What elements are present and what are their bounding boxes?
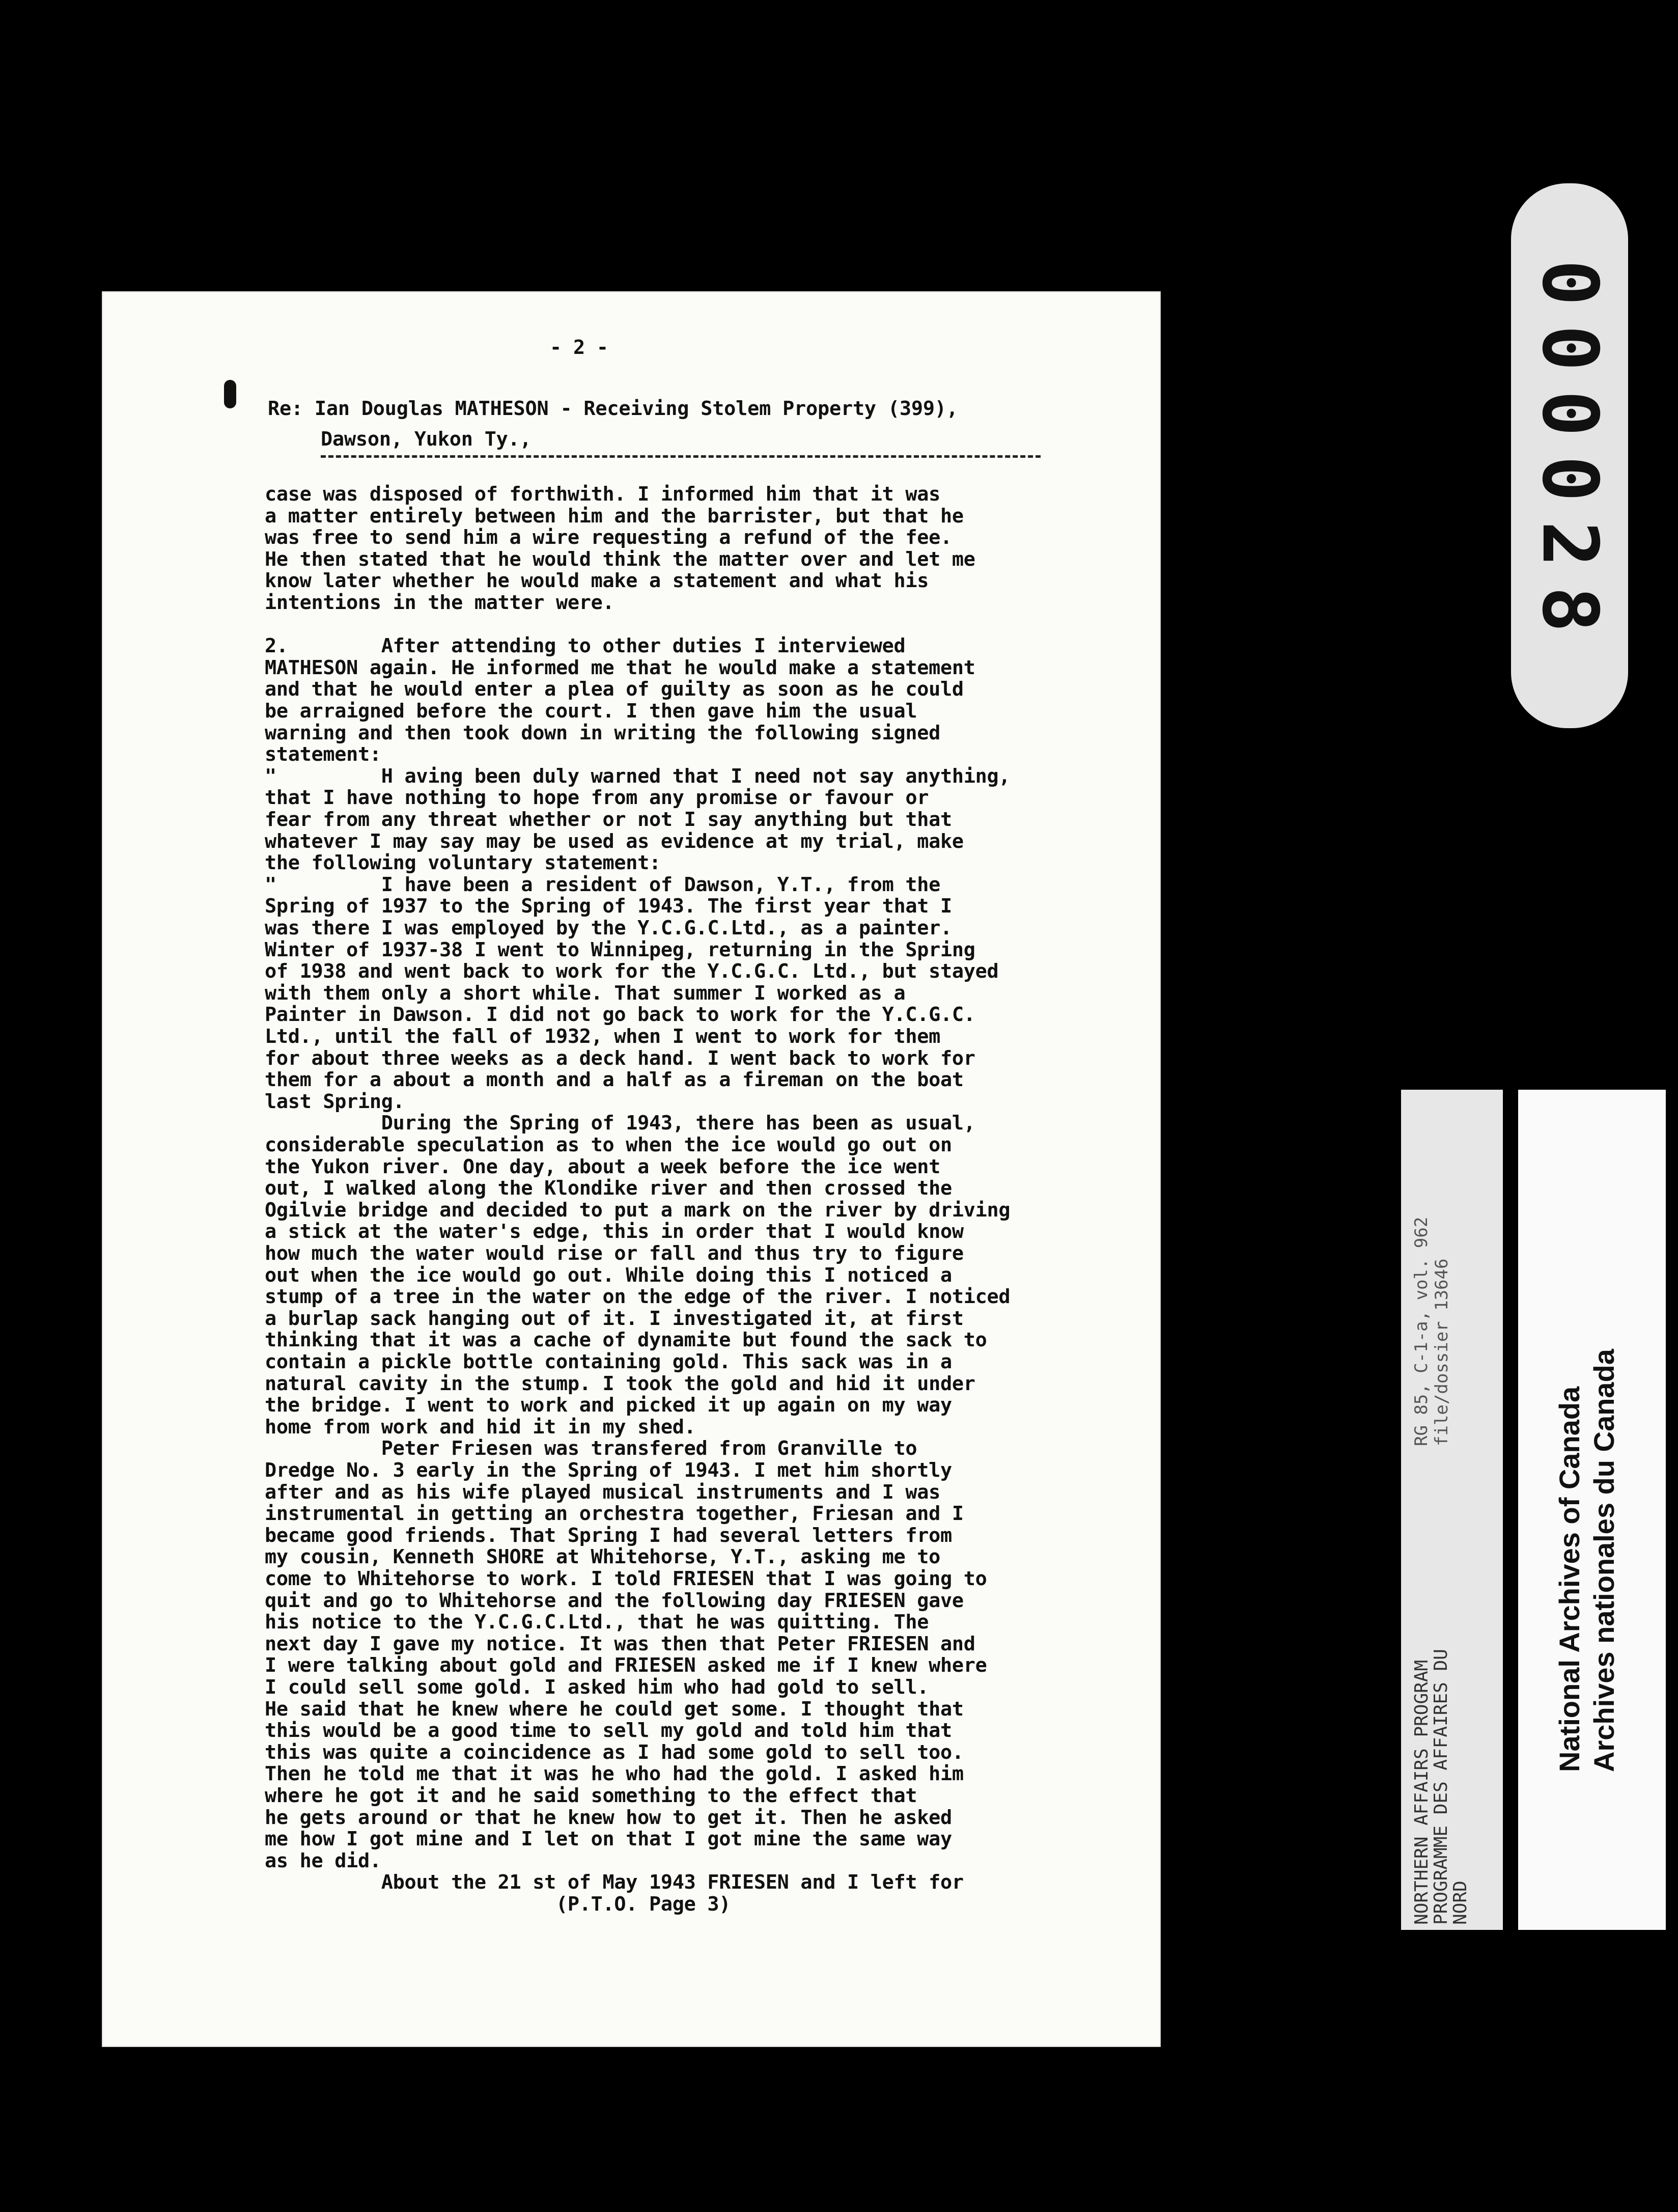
- statement-line: was free to send him a wire requesting a refund of the fee.: [265, 526, 952, 549]
- statement-line: the bridge. I went to work and picked it up again on my way: [265, 1394, 952, 1417]
- statement-line: a burlap sack hanging out of it. I investigated it, at first: [265, 1307, 964, 1330]
- statement-line: my cousin, Kenneth SHORE at Whitehorse, Y.T., asking me to: [265, 1545, 940, 1569]
- statement-line: 2. After attending to other duties I interviewed: [265, 634, 906, 658]
- statement-line: a matter entirely between him and the barrister, but that he: [265, 504, 964, 528]
- statement-line: I could sell some gold. I asked him who had gold to sell.: [265, 1676, 929, 1699]
- statement-line: quit and go to Whitehorse and the following day FRIESEN gave: [265, 1589, 964, 1612]
- statement-line: Ltd., until the fall of 1932, when I went to work for them: [265, 1025, 940, 1048]
- statement-line: Peter Friesen was transfered from Granville to: [265, 1437, 917, 1460]
- file-reference: file/dossier 13646: [1432, 1258, 1452, 1446]
- archive-label-program-strip: [1401, 1090, 1503, 1930]
- archive-name-en: National Archives of Canada: [1553, 1386, 1585, 1772]
- statement-line: know later whether he would make a statement and what his: [265, 569, 929, 593]
- statement-line: Spring of 1937 to the Spring of 1943. The first year that I: [265, 895, 952, 918]
- archive-label-name-strip: [1518, 1090, 1666, 1930]
- statement-line: warning and then took down in writing the following signed: [265, 721, 940, 744]
- archive-name-fr: Archives nationales du Canada: [1588, 1349, 1620, 1772]
- statement-line: for about three weeks as a deck hand. I went back to work for: [265, 1046, 975, 1070]
- statement-line: Winter of 1937-38 I went to Winnipeg, returning in the Spring: [265, 938, 975, 961]
- program-name-en: NORTHERN AFFAIRS PROGRAM: [1411, 1660, 1432, 1925]
- statement-line: (P.T.O. Page 3): [265, 1893, 731, 1916]
- statement-line: come to Whitehorse to work. I told FRIESEN that I was going to: [265, 1567, 987, 1590]
- statement-line: this would be a good time to sell my gold and told him that: [265, 1719, 952, 1743]
- subject-location: Dawson, Yukon Ty.,: [321, 428, 532, 451]
- statement-line: thinking that it was a cache of dynamite but found the sack to: [265, 1329, 987, 1352]
- statement-line: During the Spring of 1943, there has been as usual,: [265, 1112, 975, 1135]
- statement-line: contain a pickle bottle containing gold. This sack was in a: [265, 1350, 952, 1373]
- statement-line: he gets around or that he knew how to get it. Then he asked: [265, 1806, 952, 1829]
- statement-line: the following voluntary statement:: [265, 851, 661, 875]
- statement-line: this was quite a coincidence as I had some gold to sell too.: [265, 1740, 964, 1764]
- statement-line: where he got it and he said something to the effect that: [265, 1784, 917, 1807]
- statement-line: fear from any threat whether or not I say anything but that: [265, 808, 952, 831]
- statement-line: case was disposed of forthwith. I informed him that it was: [265, 483, 940, 506]
- statement-body: [102, 291, 1161, 2047]
- statement-line: be arraigned before the court. I then gave him the usual: [265, 700, 917, 723]
- statement-line: out, I walked along the Klondike river and then crossed the: [265, 1177, 952, 1200]
- statement-line: Painter in Dawson. I did not go back to work for the Y.C.G.C.: [265, 1003, 975, 1027]
- statement-line: Dredge No. 3 early in the Spring of 1943. I met him shortly: [265, 1459, 952, 1482]
- statement-line: as he did.: [265, 1849, 381, 1872]
- statement-line: Then he told me that it was he who had the gold. I asked him: [265, 1762, 964, 1786]
- statement-line: how much the water would rise or fall and thus try to figure: [265, 1242, 964, 1265]
- subject-line: Re: Ian Douglas MATHESON - Receiving Stolem Property (399),: [268, 397, 958, 420]
- statement-line: natural cavity in the stump. I took the gold and hid it under: [265, 1372, 975, 1395]
- statement-line: them for a about a month and a half as a fireman on the boat: [265, 1068, 964, 1092]
- archive-label: [1401, 1090, 1671, 1930]
- statement-line: statement:: [265, 743, 381, 766]
- statement-line: of 1938 and went back to work for the Y.C.G.C. Ltd., but stayed: [265, 960, 999, 983]
- statement-line: next day I gave my notice. It was then that Peter FRIESEN and: [265, 1632, 975, 1655]
- program-name-fr: PROGRAMME DES AFFAIRES DU: [1431, 1649, 1451, 1925]
- statement-line: me how I got mine and I let on that I got mine the same way: [265, 1828, 952, 1851]
- statement-line: intentions in the matter were.: [265, 591, 614, 614]
- statement-line: MATHESON again. He informed me that he would make a statement: [265, 656, 975, 679]
- statement-line: Ogilvie bridge and decided to put a mark on the river by driving: [265, 1198, 1011, 1222]
- statement-line: after and as his wife played musical instruments and I was: [265, 1480, 940, 1504]
- statement-line: last Spring.: [265, 1090, 405, 1113]
- statement-line: considerable speculation as to when the ice would go out on: [265, 1133, 952, 1156]
- page-number: - 2 -: [550, 336, 608, 359]
- program-name-fr-2: NORD: [1450, 1881, 1471, 1925]
- statement-line: He said that he knew where he could get some. I thought that: [265, 1697, 964, 1721]
- statement-line: " I have been a resident of Dawson, Y.T., from the: [265, 873, 940, 896]
- statement-line: that I have nothing to hope from any promise or favour or: [265, 786, 929, 810]
- statement-line: About the 21 st of May 1943 FRIESEN and I left for: [265, 1871, 964, 1894]
- statement-line: the Yukon river. One day, about a week before the ice went: [265, 1155, 940, 1178]
- statement-line: He then stated that he would think the matter over and let me: [265, 547, 975, 571]
- record-reference: RG 85, C-1-a, vol. 962: [1411, 1216, 1432, 1446]
- statement-line: became good friends. That Spring I had several letters from: [265, 1524, 952, 1547]
- statement-line: " H aving been duly warned that I need not say anything,: [265, 764, 1011, 788]
- statement-line: home from work and hid it in my shed.: [265, 1415, 696, 1439]
- frame-number-tab: [1511, 183, 1628, 728]
- statement-line: a stick at the water's edge, this in order that I would know: [265, 1220, 964, 1243]
- statement-line: out when the ice would go out. While doing this I noticed a: [265, 1263, 952, 1287]
- statement-line: and that he would enter a plea of guilty as soon as he could: [265, 678, 964, 701]
- statement-line: his notice to the Y.C.G.C.Ltd., that he was quitting. The: [265, 1611, 929, 1634]
- statement-line: instrumental in getting an orchestra together, Friesan and I: [265, 1502, 964, 1526]
- statement-line: with them only a short while. That summer I worked as a: [265, 981, 906, 1005]
- document-page: [102, 291, 1161, 2047]
- statement-line: whatever I may say may be used as evidence at my trial, make: [265, 830, 964, 853]
- statement-line: was there I was employed by the Y.C.G.C.Ltd., as a painter.: [265, 917, 952, 939]
- statement-line: I were talking about gold and FRIESEN asked me if I knew where: [265, 1654, 987, 1677]
- frame-number: 000028: [1525, 260, 1614, 652]
- statement-line: stump of a tree in the water on the edge of the river. I noticed: [265, 1285, 1011, 1309]
